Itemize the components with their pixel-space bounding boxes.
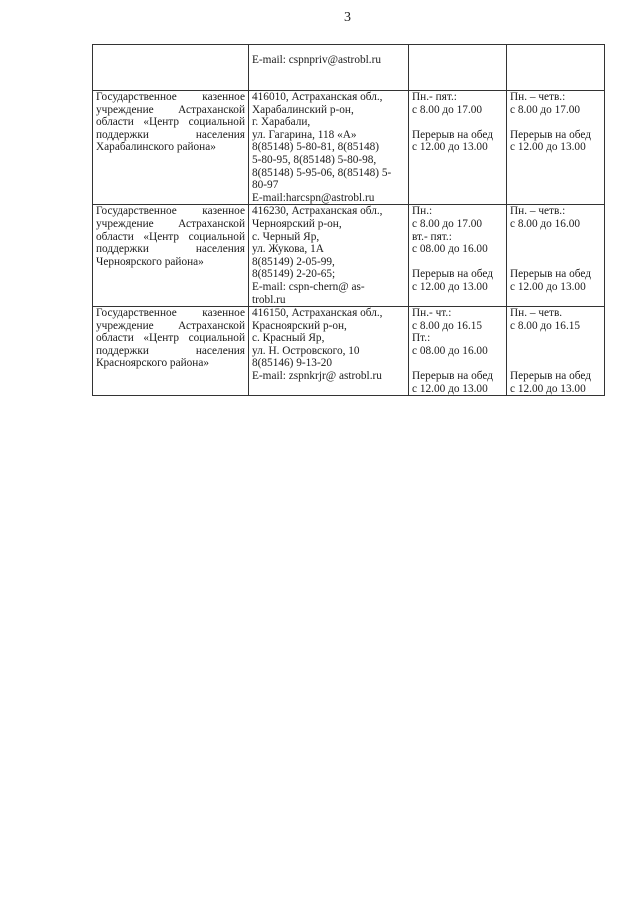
cell-address: [249, 307, 409, 396]
address-line: 5-80-95, 8(85148) 5-80-98,: [252, 153, 377, 166]
address-line: 8(85149) 2-05-99,: [252, 255, 335, 268]
cell-schedule: [507, 307, 605, 396]
schedule-line: с 8.00 до 16.00: [510, 217, 581, 230]
cell-address: [249, 91, 409, 205]
schedule-line: Пн.- чт.:: [412, 307, 452, 320]
schedule-line: Пн. – четв.:: [510, 205, 566, 218]
cell-address: [249, 45, 409, 91]
schedule-line: с 12.00 до 13.00: [412, 280, 488, 293]
schedule-line: Перерыв на обед: [510, 370, 591, 383]
address-line: 8(85149) 2-20-65;: [252, 268, 336, 281]
schedule-line: с 8.00 до 17.00: [412, 103, 483, 116]
cell-name: [93, 45, 249, 91]
schedule-line: Перерыв на обед: [412, 128, 493, 141]
address-line: ул. Жукова, 1А: [252, 243, 324, 256]
schedule-line: с 08.00 до 16.00: [412, 344, 488, 357]
schedule-line: с 12.00 до 13.00: [412, 141, 488, 154]
schedule-line: Перерыв на обед: [412, 370, 493, 383]
address-line: 8(85148) 5-95-06, 8(85148) 5-: [252, 166, 392, 179]
schedule-line: с 8.00 до 16.15: [412, 319, 483, 332]
cell-name: [93, 91, 249, 205]
offices-table: [92, 44, 605, 396]
line-gap: [510, 256, 601, 269]
line-gap: [510, 116, 601, 129]
line-gap: [412, 116, 503, 129]
table-row: [93, 307, 605, 396]
line-gap: [412, 357, 503, 370]
page-number: 3: [344, 10, 351, 25]
address-line: 8(85146) 9-13-20: [252, 357, 333, 370]
line-gap: [510, 332, 601, 345]
cell-name: [93, 205, 249, 307]
cell-schedule: [507, 45, 605, 91]
cell-schedule: [409, 307, 507, 396]
line-gap: [510, 231, 601, 244]
line-gap: [510, 243, 601, 256]
schedule-line: вт.- пят.:: [412, 230, 452, 243]
cell-name: [93, 307, 249, 396]
schedule-line: Пн. – четв.: [510, 307, 563, 320]
address-line: Харабалинский р-он,: [252, 103, 354, 116]
table-row: [93, 45, 605, 91]
schedule-line: с 8.00 до 17.00: [510, 103, 581, 116]
table-row: [93, 91, 605, 205]
schedule-line: с 12.00 до 13.00: [510, 382, 586, 395]
line-gap: [510, 357, 601, 370]
address-line: E-mail: cspn-chern@ as-: [252, 280, 365, 293]
address-line: с. Красный Яр,: [252, 332, 325, 345]
address-line: Красноярский р-он,: [252, 319, 347, 332]
schedule-line: Перерыв на обед: [510, 268, 591, 281]
email-line: E-mail: cspnpriv@astrobl.ru: [252, 54, 381, 66]
line-gap: [510, 345, 601, 358]
address-line: 416230, Астраханская обл.,: [252, 205, 383, 218]
address-line: с. Черный Яр,: [252, 230, 320, 243]
schedule-line: Перерыв на обед: [412, 268, 493, 281]
line-gap: [412, 256, 503, 269]
schedule-line: с 12.00 до 13.00: [412, 382, 488, 395]
schedule-line: с 12.00 до 13.00: [510, 141, 586, 154]
address-line: trobl.ru: [252, 293, 286, 306]
cell-schedule: [409, 205, 507, 307]
schedule-line: с 8.00 до 17.00: [412, 217, 483, 230]
institution-name: Государственное казенное учреждение Астраханской области «Центр социальной поддержки населения Красноярского района»: [96, 307, 245, 370]
cell-schedule: [507, 91, 605, 205]
schedule-line: Перерыв на обед: [510, 128, 591, 141]
schedule-line: с 08.00 до 16.00: [412, 243, 488, 256]
cell-schedule: [409, 91, 507, 205]
schedule-line: Пн.- пят.:: [412, 91, 457, 103]
schedule-line: Пн. – четв.:: [510, 91, 566, 103]
address-line: E-mail:harcspn@astrobl.ru: [252, 191, 375, 204]
address-line: ул. Н. Островского, 10: [252, 344, 360, 357]
schedule-line: Пт.:: [412, 332, 431, 345]
schedule-line: с 8.00 до 16.15: [510, 319, 581, 332]
table-row: [93, 205, 605, 307]
cell-schedule: [507, 205, 605, 307]
address-line: E-mail: zspnkrjr@ astrobl.ru: [252, 370, 382, 383]
address-line: г. Харабали,: [252, 116, 311, 129]
institution-name: Государственное казенное учреждение Астраханской области «Центр социальной поддержки населения Харабалинского района»: [96, 91, 245, 154]
schedule-line: Пн.:: [412, 205, 433, 218]
schedule-line: с 12.00 до 13.00: [510, 280, 586, 293]
cell-address: [249, 205, 409, 307]
cell-schedule: [409, 45, 507, 91]
institution-name: Государственное казенное учреждение Астраханской области «Центр социальной поддержки населения Черноярского района»: [96, 205, 245, 268]
address-line: 416150, Астраханская обл.,: [252, 307, 383, 320]
address-line: 80-97: [252, 179, 279, 192]
address-line: ул. Гагарина, 118 «А»: [252, 128, 357, 141]
address-line: 8(85148) 5-80-81, 8(85148): [252, 141, 380, 154]
address-line: Черноярский р-он,: [252, 217, 342, 230]
address-line: 416010, Астраханская обл.,: [252, 91, 383, 103]
